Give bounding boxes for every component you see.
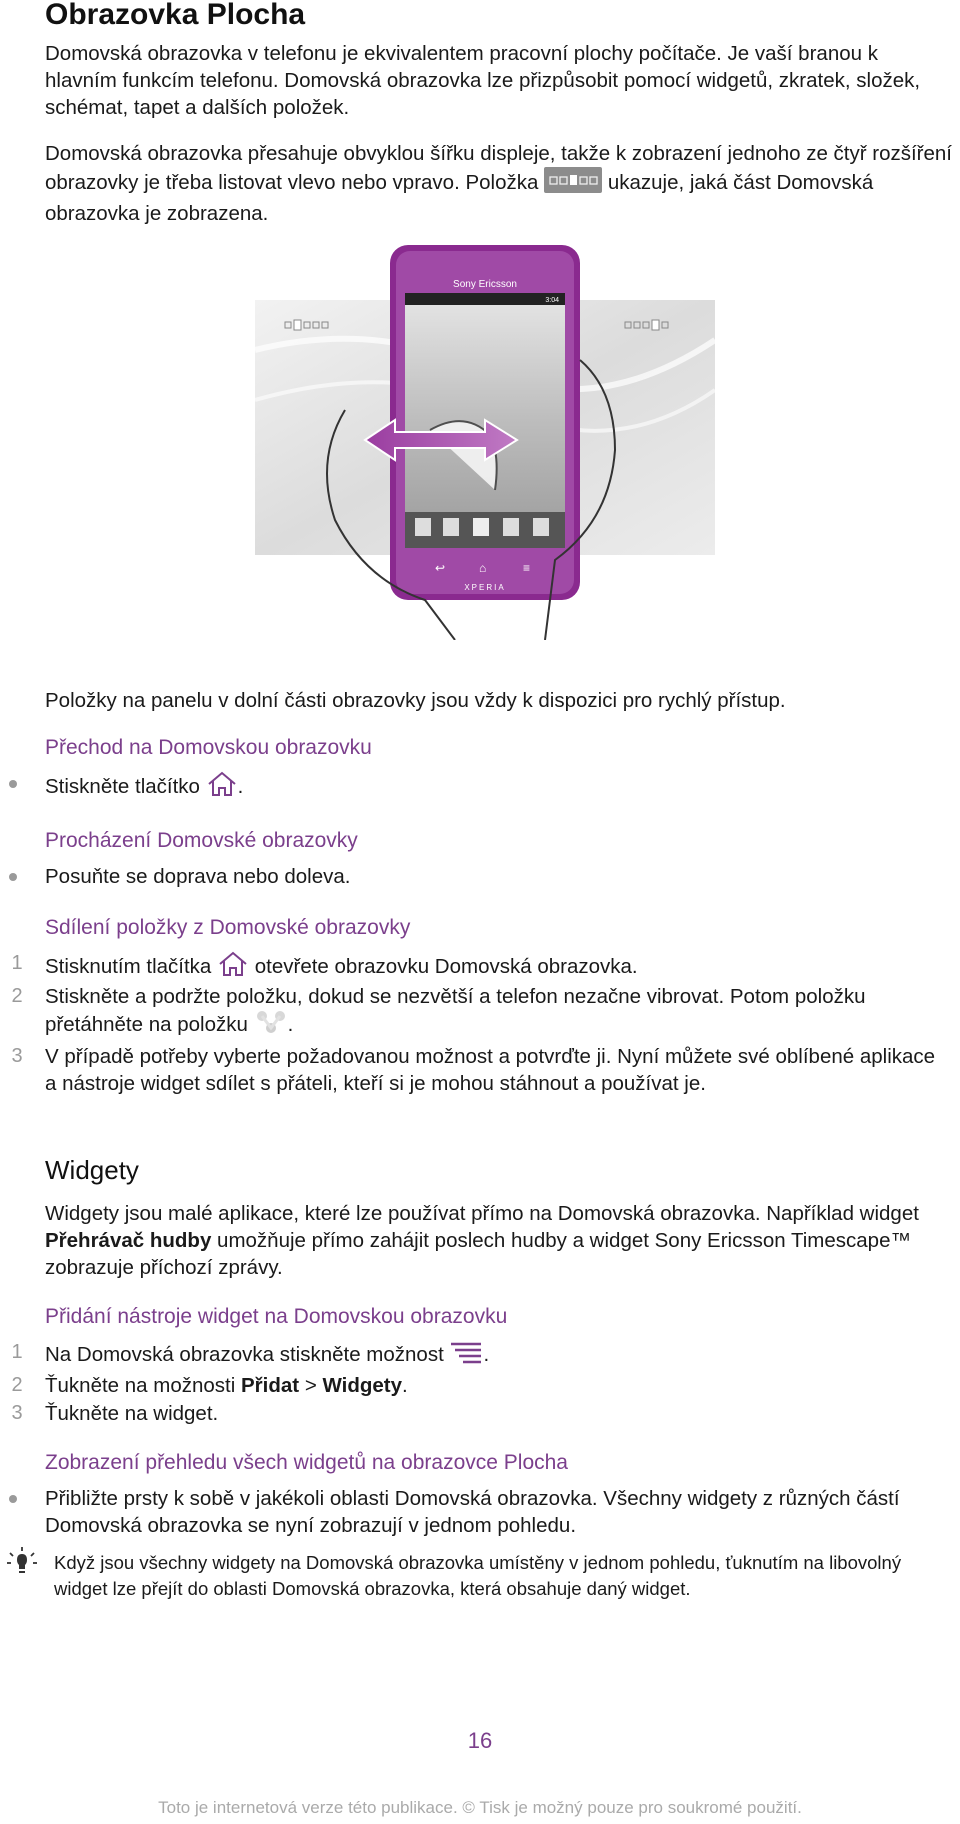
intro-p2-text-after: ukazuje, jaká část Domovská obrazovka je zobrazena. bbox=[45, 170, 874, 225]
share-step-1: 1 Stisknutím tlačítka otevřete obrazovku Domovská obrazovka. bbox=[45, 950, 945, 985]
heading-widgets: Widgety bbox=[45, 1155, 139, 1185]
dock-note: Položky na panelu v dolní části obrazovky jsou vždy k dispozici pro rychlý přístup. bbox=[45, 689, 786, 712]
footer-note: Toto je internetová verze této publikace. © Tisk je možný pouze pro soukromé použití. bbox=[158, 1798, 802, 1817]
intro-p2-text-before: Domovská obrazovka přesahuje obvyklou šířku displeje, takže k zobrazení jednoho ze čtyř rozšíření obrazovky je třeba listovat vlevo nebo vpravo. Položka bbox=[45, 142, 953, 194]
svg-text:↩: ↩ bbox=[435, 561, 446, 575]
heading-share: Sdílení položky z Domovské obrazovky bbox=[45, 916, 411, 939]
add-widget-step-2: 2 Ťukněte na možnosti Přidat > Widgety. bbox=[11, 1374, 408, 1397]
heading-browse: Procházení Domovské obrazovky bbox=[45, 829, 358, 852]
phone-model-label: XPERIA bbox=[464, 583, 506, 592]
share-step-2: 2 Stiskněte a podržte položku, dokud se nezvětší a telefon nezačne vibrovat. Potom položku přetáhněte na položku . bbox=[45, 983, 945, 1041]
svg-text:⌂: ⌂ bbox=[479, 561, 487, 575]
bullet bbox=[9, 780, 17, 788]
home-icon bbox=[217, 950, 249, 985]
home-icon bbox=[206, 770, 238, 805]
go-home-step: Stiskněte tlačítko . bbox=[45, 770, 945, 805]
music-player-label: Přehrávač hudby bbox=[45, 1229, 212, 1252]
share-icon bbox=[254, 1010, 288, 1041]
share-step-3: 3 V případě potřeby vyberte požadovanou možnost a potvrďte ji. Nyní můžete své oblíbené aplikace a nástroje widget sdílet s přáteli, kteří si je mohou stáhnout a používat je. bbox=[11, 1045, 936, 1095]
lightbulb-icon bbox=[6, 1546, 38, 1583]
home-screen-swipe-illustration bbox=[255, 240, 715, 645]
overview-step: Přibližte prsty k sobě v jakékoli oblasti Domovská obrazovka. Všechny widgety z různých částí Domovská obrazovka se nyní zobrazují v jednom pohledu. bbox=[45, 1485, 945, 1539]
intro-paragraph-1: Domovská obrazovka v telefonu je ekvivalentem pracovní plochy počítače. Je vaší branou k hlavním funkcím telefonu. Domovská obrazovka lze přizpůsobit pomocí widgetů, zkratek, složek, schémat, tapet a dalších položek. bbox=[45, 42, 921, 119]
menu-icon bbox=[449, 1339, 483, 1372]
bullet bbox=[9, 873, 17, 881]
svg-text:≡: ≡ bbox=[523, 561, 531, 575]
screen-indicator-icon bbox=[544, 167, 602, 200]
intro-paragraph-2 bbox=[45, 140, 955, 227]
page-number: 16 bbox=[467, 1728, 493, 1753]
browse-step: Posuňte se doprava nebo doleva. bbox=[45, 863, 945, 890]
widgets-paragraph: Widgety jsou malé aplikace, které lze používat přímo na Domovská obrazovka. Například widget Přehrávač hudby umožňuje přímo zahájit poslech hudby a widget Sony Ericsson Timescape™ zobrazuje příchozí zprávy. bbox=[45, 1202, 919, 1279]
heading-overview: Zobrazení přehledu všech widgetů na obrazovce Plocha bbox=[45, 1451, 568, 1474]
add-widget-step-3: 3 Ťukněte na widget. bbox=[11, 1402, 219, 1425]
bullet bbox=[9, 1495, 17, 1503]
phone-brand-label: Sony Ericsson bbox=[453, 279, 517, 290]
page-title: Obrazovka Plocha bbox=[45, 0, 306, 31]
heading-add-widget: Přidání nástroje widget na Domovskou obrazovku bbox=[45, 1305, 508, 1328]
phone-clock: 3:04 bbox=[545, 297, 559, 304]
tip-text: Když jsou všechny widgety na Domovská obrazovka umístěny v jednom pohledu, ťuknutím na libovolný widget lze přejít do oblasti Domovská obrazovka, která obsahuje daný widget. bbox=[54, 1552, 902, 1599]
add-widget-step-1: 1 Na Domovská obrazovka stiskněte možnost . bbox=[45, 1339, 945, 1372]
heading-go-home: Přechod na Domovskou obrazovku bbox=[45, 736, 372, 759]
